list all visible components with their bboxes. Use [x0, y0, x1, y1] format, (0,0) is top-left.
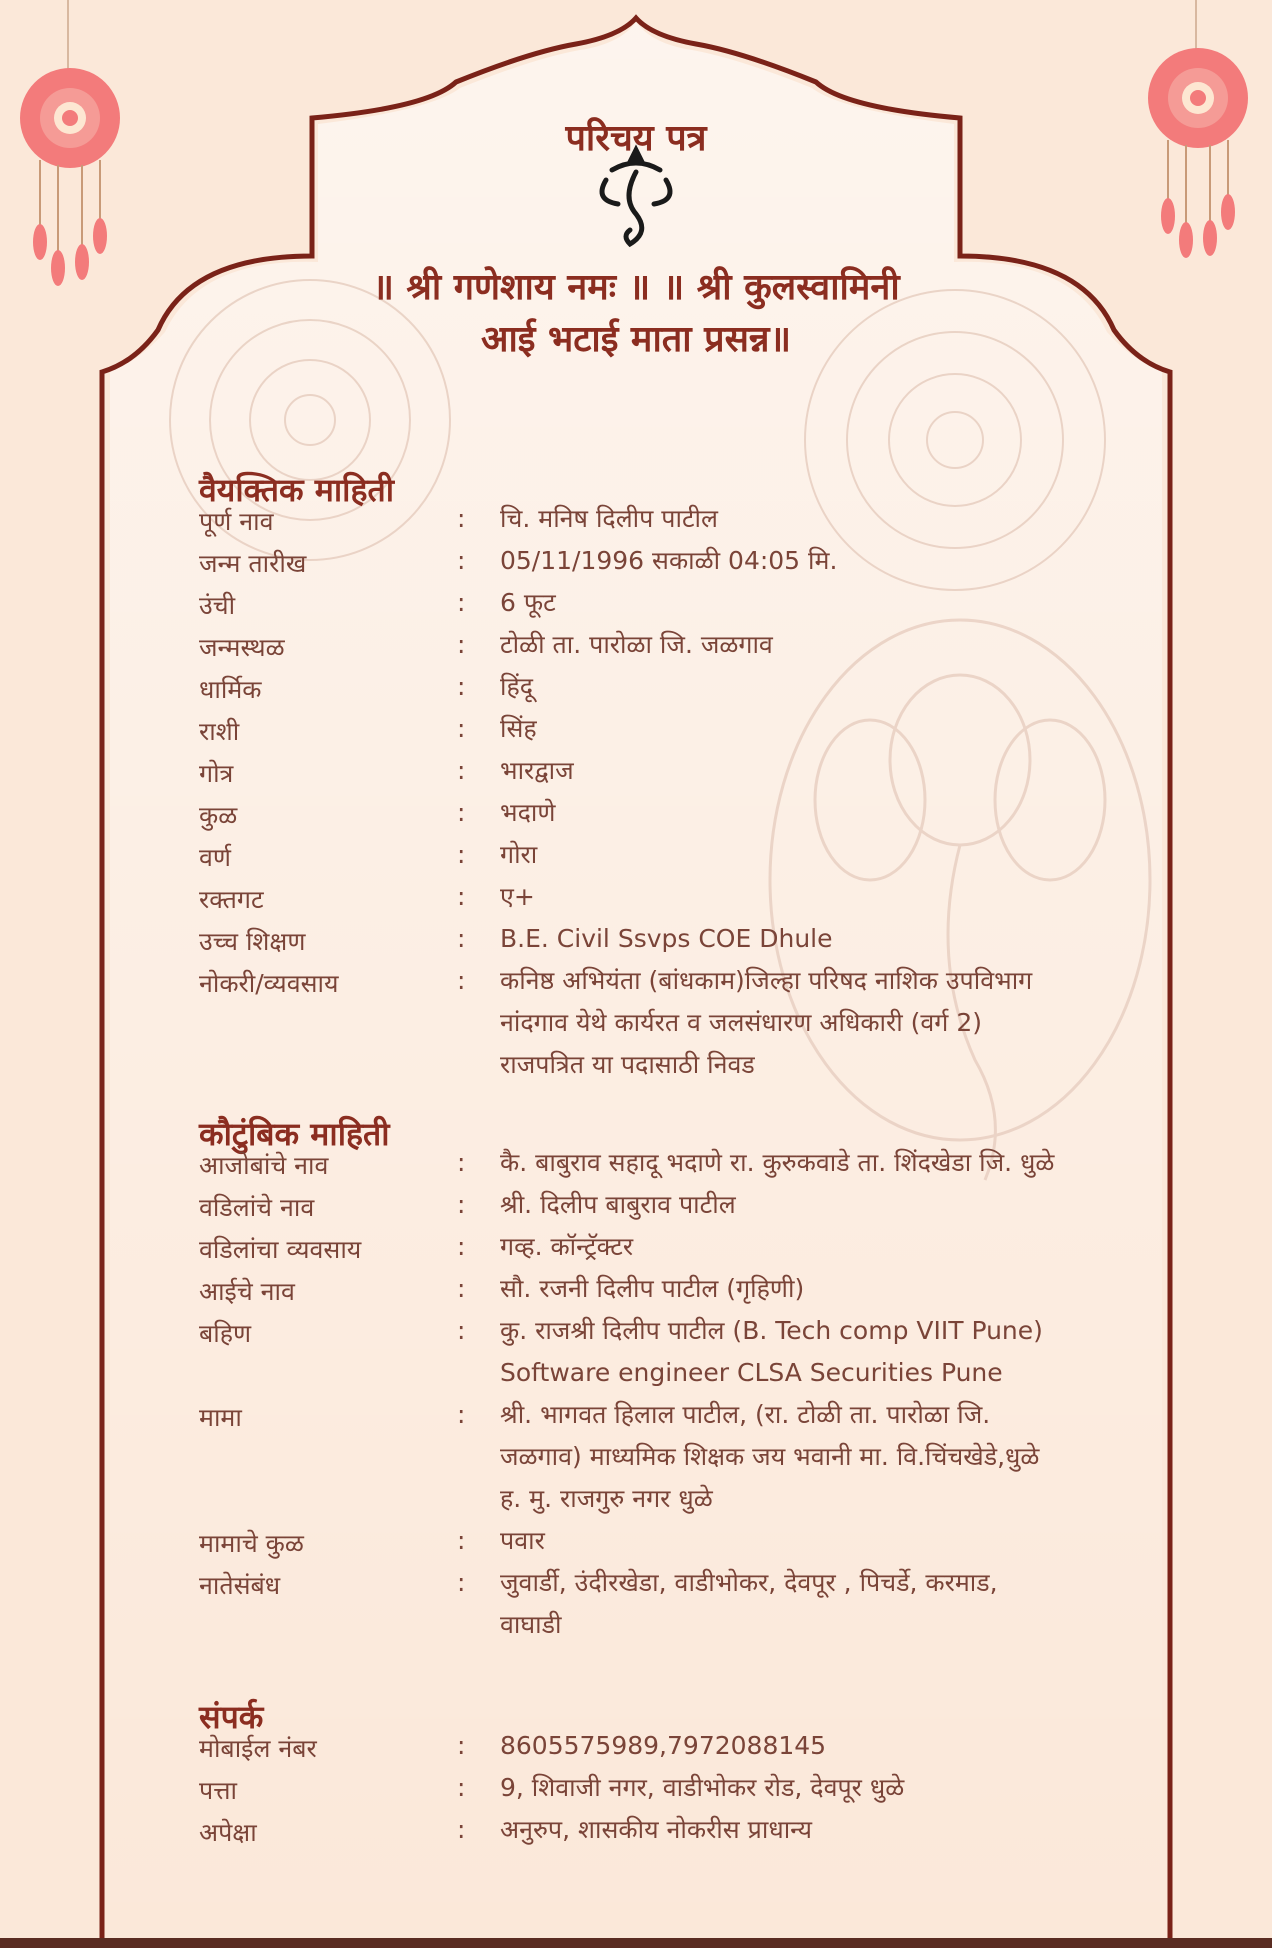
invocation-line-1: ॥ श्री गणेशाय नमः ॥ ॥ श्री कुलस्वामिनी: [372, 267, 900, 308]
field-value-line: श्री. भागवत हिलाल पाटील, (रा. टोळी ता. पारोळा जि.: [500, 1400, 991, 1429]
field-value-line: गोरा: [500, 840, 538, 869]
field-label: पत्ता: [199, 1776, 237, 1805]
field-separator: :: [457, 588, 466, 617]
field-value-line: चि. मनिष दिलीप पाटील: [500, 504, 718, 533]
field-value: [500, 1809, 812, 1851]
field-value-line: गव्ह. कॉन्ट्रॅक्टर: [500, 1232, 634, 1261]
field-value: [500, 792, 555, 834]
bottom-border: [0, 1938, 1272, 1948]
field-separator: :: [457, 1400, 466, 1429]
field-label: बहिण: [199, 1319, 252, 1348]
field-label: मोबाईल नंबर: [199, 1734, 317, 1763]
field-value-line: 6 फूट: [500, 588, 556, 617]
field-separator: :: [457, 1773, 466, 1802]
field-separator: :: [457, 1190, 466, 1219]
field-label: वडिलांचे नाव: [199, 1193, 315, 1222]
field-label: गोत्र: [199, 759, 234, 788]
field-label: अपेक्षा: [199, 1818, 257, 1847]
field-label: आईचे नाव: [199, 1277, 295, 1306]
field-value-line: श्री. दिलीप बाबुराव पाटील: [500, 1190, 736, 1219]
field-value: [500, 708, 537, 750]
field-value-line: सिंह: [500, 714, 537, 743]
field-separator: :: [457, 504, 466, 533]
field-label: नोकरी/व्यवसाय: [199, 969, 339, 998]
section-heading: कौटुंबिक माहिती: [199, 1115, 390, 1153]
field-label: रक्तगट: [199, 885, 264, 914]
field-value: [500, 918, 833, 960]
field-separator: :: [457, 1526, 466, 1555]
field-separator: :: [457, 756, 466, 785]
field-value: [500, 1562, 998, 1646]
field-value: [500, 540, 837, 582]
field-value: [500, 834, 537, 876]
field-value-line: कै. बाबुराव सहादू भदाणे रा. कुरुकवाडे ता. शिंदखेडा जि. धुळे: [500, 1148, 1055, 1177]
field-value-line: B.E. Civil Ssvps COE Dhule: [500, 924, 833, 953]
field-separator: :: [457, 1731, 466, 1760]
field-separator: :: [457, 882, 466, 911]
field-value: [500, 960, 1032, 1086]
field-value-line: अनुरुप, शासकीय नोकरीस प्राधान्य: [500, 1815, 813, 1844]
field-value-line: टोळी ता. पारोळा जि. जळगाव: [500, 630, 773, 659]
field-separator: :: [457, 546, 466, 575]
field-separator: :: [457, 672, 466, 701]
section-heading: वैयक्तिक माहिती: [199, 471, 394, 509]
field-value: [500, 1142, 1054, 1184]
field-value-line: 8605575989,7972088145: [500, 1731, 827, 1760]
field-separator: :: [457, 714, 466, 743]
field-separator: :: [457, 798, 466, 827]
field-separator: :: [457, 1232, 466, 1261]
field-value-line: Software engineer CLSA Securities Pune: [500, 1358, 1003, 1387]
field-separator: :: [457, 840, 466, 869]
field-value: [500, 666, 533, 708]
field-label: पूर्ण नाव: [199, 507, 274, 536]
field-value-line: 9, शिवाजी नगर, वाडीभोकर रोड, देवपूर धुळे: [500, 1773, 905, 1802]
field-label: उच्च शिक्षण: [199, 927, 306, 956]
field-value-line: भदाणे: [500, 798, 556, 827]
field-value: [500, 498, 718, 540]
invocation-line-2: आई भटाई माता प्रसन्न॥: [480, 319, 792, 360]
field-value: [500, 1520, 545, 1562]
field-label: राशी: [199, 717, 240, 746]
field-label: नातेसंबंध: [199, 1571, 281, 1600]
field-value-line: नांदगाव येथे कार्यरत व जलसंधारण अधिकारी (वर्ग 2): [500, 1008, 982, 1037]
field-value-line: सौ. रजनी दिलीप पाटील (गृहिणी): [500, 1274, 805, 1303]
field-value: [500, 750, 574, 792]
field-separator: :: [457, 1815, 466, 1844]
field-value: [500, 624, 773, 666]
field-separator: :: [457, 924, 466, 953]
field-value: [500, 1725, 826, 1767]
field-value: [500, 1767, 904, 1809]
field-label: जन्म तारीख: [199, 549, 307, 578]
field-value-line: जळगाव) माध्यमिक शिक्षक जय भवानी मा. वि.चिंचखेडे,धुळे: [500, 1442, 1040, 1471]
page-title: परिचय पत्र: [565, 118, 707, 159]
field-separator: :: [457, 1568, 466, 1597]
field-label: वडिलांचा व्यवसाय: [199, 1235, 362, 1264]
field-value: [500, 1310, 1043, 1394]
field-label: उंची: [199, 591, 236, 620]
field-value: [500, 1226, 633, 1268]
field-label: मामाचे कुळ: [199, 1529, 304, 1558]
field-label: मामा: [199, 1403, 242, 1432]
field-label: आजोबांचे नाव: [199, 1151, 329, 1180]
invocation-text: [0, 262, 1272, 366]
field-value: [500, 1394, 1039, 1520]
field-value: [500, 876, 535, 918]
field-label: जन्मस्थळ: [199, 633, 285, 662]
field-label: वर्ण: [199, 843, 231, 872]
field-label: कुळ: [199, 801, 238, 830]
section-heading: संपर्क: [199, 1698, 264, 1736]
field-separator: :: [457, 1148, 466, 1177]
field-separator: :: [457, 966, 466, 995]
field-value-line: कु. राजश्री दिलीप पाटील (B. Tech comp VIIT Pune): [500, 1316, 1043, 1345]
field-value-line: पवार: [500, 1526, 545, 1555]
field-label: धार्मिक: [199, 675, 262, 704]
field-separator: :: [457, 1316, 466, 1345]
field-value-line: राजपत्रित या पदासाठी निवड: [500, 1050, 755, 1079]
field-separator: :: [457, 630, 466, 659]
field-value: [500, 582, 556, 624]
field-value-line: जुवार्डी, उंदीरखेडा, वाडीभोकर, देवपूर , पिचर्डे, करमाड,: [500, 1568, 998, 1597]
field-value-line: वाघाडी: [500, 1610, 562, 1639]
field-separator: :: [457, 1274, 466, 1303]
field-value-line: 05/11/1996 सकाळी 04:05 मि.: [500, 546, 838, 575]
field-value-line: भारद्वाज: [500, 756, 574, 785]
field-value-line: कनिष्ठ अभियंता (बांधकाम)जिल्हा परिषद नाशिक उपविभाग: [500, 966, 1033, 995]
field-value-line: हिंदू: [500, 672, 534, 701]
field-value-line: ह. मु. राजगुरु नगर धुळे: [500, 1484, 713, 1513]
field-value: [500, 1184, 736, 1226]
field-value: [500, 1268, 804, 1310]
field-value-line: ए+: [500, 882, 535, 911]
